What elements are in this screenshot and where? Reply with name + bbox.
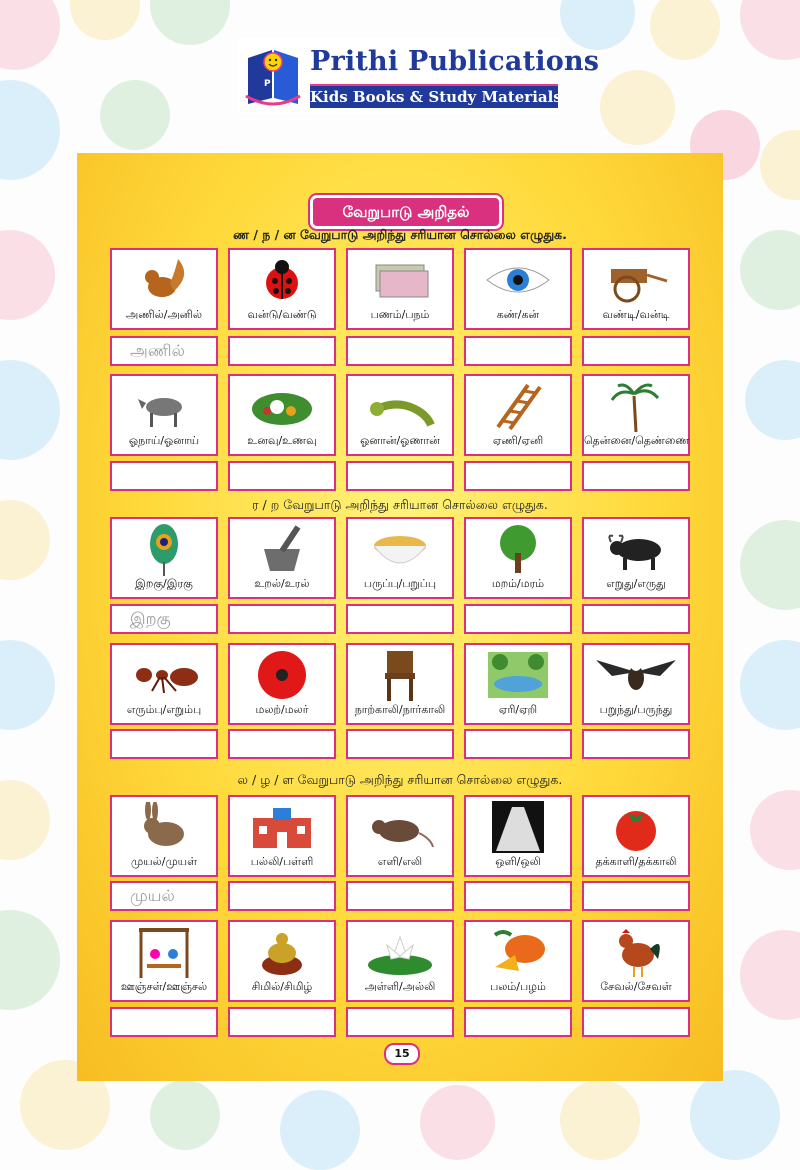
answer-box[interactable] — [582, 604, 690, 634]
feather-icon — [112, 523, 216, 575]
word-choice-label: வன்டு/வண்டு — [247, 308, 317, 321]
word-choice-label: சேவல்/சேவள் — [600, 980, 672, 993]
answer-box[interactable] — [228, 881, 336, 911]
mango-icon — [466, 926, 570, 978]
answer-box[interactable] — [346, 729, 454, 759]
answer-box[interactable]: அணில் — [110, 336, 218, 366]
tree-icon — [466, 523, 570, 575]
answer-box[interactable] — [582, 461, 690, 491]
answer-box[interactable] — [228, 1007, 336, 1037]
publisher-name: Prithi Publications — [310, 46, 600, 77]
answer-box[interactable] — [228, 604, 336, 634]
answer-box[interactable] — [228, 729, 336, 759]
answer-box[interactable] — [346, 604, 454, 634]
section-instruction: ர / ற வேறுபாடு அறிந்து சரியான சொல்லை எழுதுக. — [252, 497, 548, 512]
word-card — [110, 248, 218, 330]
answer-box[interactable] — [346, 336, 454, 366]
buffalo-icon — [584, 523, 688, 575]
word-card — [110, 795, 218, 877]
rat-icon — [348, 801, 452, 853]
answer-box[interactable] — [346, 1007, 454, 1037]
word-choice-label: ஓநாய்/ஓனாய் — [128, 434, 200, 447]
answer-box[interactable] — [228, 336, 336, 366]
rabbit-icon — [112, 801, 216, 853]
word-choice-label: நாற்காலி/நார்காலி — [354, 703, 446, 716]
word-choice-label: மலற்/மலர் — [255, 703, 309, 716]
answer-box[interactable] — [582, 881, 690, 911]
word-card — [346, 920, 454, 1002]
word-card — [346, 795, 454, 877]
word-choice-label: வண்டி/வன்டி — [602, 308, 670, 321]
word-card — [228, 374, 336, 456]
word-card — [346, 517, 454, 599]
food-icon — [230, 380, 334, 432]
word-card — [464, 374, 572, 456]
word-card — [582, 920, 690, 1002]
publisher-header — [238, 38, 600, 114]
word-card — [582, 795, 690, 877]
tomato-icon — [584, 801, 688, 853]
answer-box[interactable] — [464, 1007, 572, 1037]
jewel-box-icon — [230, 926, 334, 978]
ladybug-icon — [230, 254, 334, 306]
squirrel-icon — [112, 254, 216, 306]
worksheet-title: வேறுபாடு அறிதல் — [310, 195, 502, 229]
word-choice-label: ஊஞ்சள்/ஊஞ்சல் — [120, 980, 208, 993]
eye-icon — [466, 254, 570, 306]
swing-icon — [112, 926, 216, 978]
answer-box[interactable] — [464, 336, 572, 366]
coconut-tree-icon — [584, 380, 688, 432]
word-card — [582, 643, 690, 725]
chair-icon — [348, 649, 452, 701]
answer-box[interactable] — [464, 881, 572, 911]
word-card — [582, 517, 690, 599]
word-choice-label: கண்/கன் — [496, 308, 540, 321]
word-card — [464, 920, 572, 1002]
word-card — [228, 643, 336, 725]
answer-box[interactable] — [110, 729, 218, 759]
word-choice-label: சிமில்/சிமிழ் — [251, 980, 313, 993]
word-card — [346, 248, 454, 330]
svg-text:P: P — [264, 79, 271, 89]
word-choice-label: ஒளி/ஒலி — [495, 855, 541, 868]
word-choice-label: உறல்/உரல் — [254, 577, 310, 590]
word-choice-label: ஓனான்/ஓணான் — [360, 434, 440, 447]
word-choice-label: பருப்பு/பறுப்பு — [363, 577, 437, 590]
wolf-icon — [112, 380, 216, 432]
word-card — [110, 374, 218, 456]
word-choice-label: அணில்/அனில் — [126, 308, 202, 321]
word-choice-label: மறம்/மரம் — [491, 577, 545, 590]
word-card — [346, 374, 454, 456]
word-choice-label: தக்காளி/தக்காலி — [595, 855, 677, 868]
answer-box[interactable] — [464, 604, 572, 634]
school-icon — [230, 801, 334, 853]
ladder-icon — [466, 380, 570, 432]
ant-icon — [112, 649, 216, 701]
word-card — [582, 248, 690, 330]
mortar-icon — [230, 523, 334, 575]
answer-box[interactable] — [110, 461, 218, 491]
word-choice-label: உனவு/உணவு — [247, 434, 317, 447]
section-instruction: ல / ழ / ள வேறுபாடு அறிந்து சரியான சொல்லை எழுதுக. — [237, 772, 563, 787]
word-card — [464, 517, 572, 599]
word-choice-label: முயல்/முயள் — [130, 855, 198, 868]
eagle-icon — [584, 649, 688, 701]
word-card — [582, 374, 690, 456]
lizard-icon — [348, 380, 452, 432]
word-choice-label: எரும்பு/எறும்பு — [126, 703, 202, 716]
rooster-icon — [584, 926, 688, 978]
word-card — [110, 920, 218, 1002]
word-choice-label: பறுந்து/பருந்து — [599, 703, 673, 716]
word-choice-label: இறகு/இரகு — [135, 577, 193, 590]
word-card — [228, 248, 336, 330]
word-card — [228, 795, 336, 877]
word-choice-label: ஏணி/ஏனி — [492, 434, 544, 447]
word-choice-label: பணம்/பநம் — [370, 308, 430, 321]
word-card — [228, 517, 336, 599]
word-card — [110, 517, 218, 599]
word-card — [346, 643, 454, 725]
book-logo-icon — [244, 46, 302, 108]
answer-box[interactable] — [464, 729, 572, 759]
answer-box[interactable] — [582, 729, 690, 759]
answer-box[interactable] — [346, 881, 454, 911]
section-instruction: ண / ந / ன வேறுபாடு அறிந்து சரியான சொல்லை எழுதுக. — [233, 227, 567, 242]
word-card — [228, 920, 336, 1002]
word-choice-label: ஏரி/ஏறி — [498, 703, 538, 716]
answer-box[interactable] — [346, 461, 454, 491]
lake-icon — [466, 649, 570, 701]
lily-icon — [348, 926, 452, 978]
word-choice-label: எறுது/எருது — [606, 577, 666, 590]
answer-box[interactable]: இறகு — [110, 604, 218, 634]
word-card — [110, 643, 218, 725]
answer-box[interactable] — [582, 1007, 690, 1037]
cart-icon — [584, 254, 688, 306]
word-choice-label: பல்லி/பள்ளி — [250, 855, 314, 868]
money-icon — [348, 254, 452, 306]
flower-icon — [230, 649, 334, 701]
word-choice-label: எளி/எலி — [377, 855, 423, 868]
answer-box[interactable] — [110, 1007, 218, 1037]
publisher-tagline: Kids Books & Study Materials — [310, 84, 558, 108]
light-icon — [466, 801, 570, 853]
word-choice-label: அள்ளி/அல்லி — [364, 980, 436, 993]
word-choice-label: தென்னை/தெண்ணை — [584, 434, 690, 447]
lentils-icon — [348, 523, 452, 575]
answer-box[interactable] — [582, 336, 690, 366]
page-number: 15 — [384, 1043, 420, 1065]
answer-box[interactable]: முயல் — [110, 881, 218, 911]
word-choice-label: பலம்/பழம் — [490, 980, 546, 993]
answer-box[interactable] — [464, 461, 572, 491]
word-card — [464, 795, 572, 877]
word-card — [464, 643, 572, 725]
answer-box[interactable] — [228, 461, 336, 491]
word-card — [464, 248, 572, 330]
